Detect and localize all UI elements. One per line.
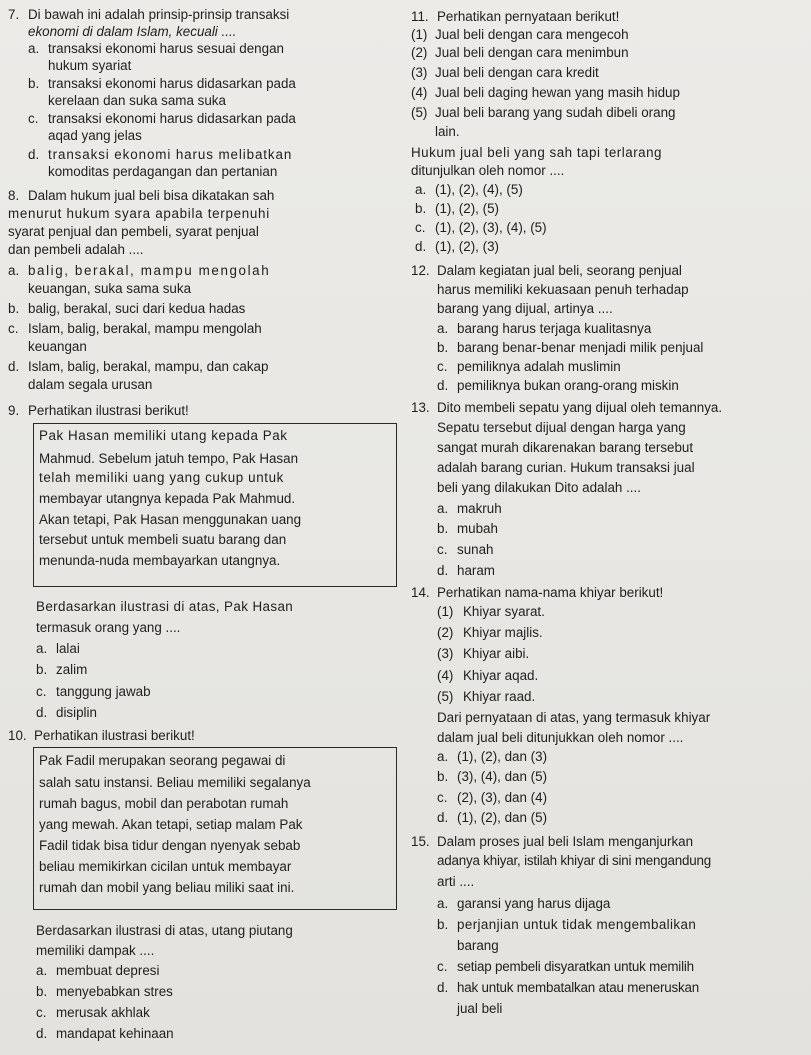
q13-option-key[interactable]: d.	[437, 563, 449, 578]
q10-box-line: yang mewah. Akan tetapi, setiap malam Pak	[39, 817, 303, 832]
q15-option-c[interactable]: setiap pembeli disyaratkan untuk memilih	[457, 959, 694, 974]
q9-option-key[interactable]: c.	[36, 684, 47, 699]
q8-stem-line: dan pembeli adalah ....	[8, 242, 144, 257]
q7-option-d[interactable]: transaksi ekonomi harus melibatkan	[48, 147, 293, 162]
q7-option-a[interactable]: transaksi ekonomi harus sesuai dengan	[48, 41, 284, 56]
q12-option-key[interactable]: c.	[437, 359, 448, 374]
q10-option-key[interactable]: a.	[36, 963, 48, 978]
q10-box-line: salah satu instansi. Beliau memiliki segalanya	[39, 775, 311, 790]
q11-statement-key: (1)	[411, 27, 428, 42]
q8-option-key[interactable]: c.	[8, 321, 19, 336]
q15-option-key[interactable]: b.	[437, 917, 449, 932]
q11-stem-line: Perhatikan pernyataan berikut!	[437, 9, 620, 24]
q15-stem-line: Dalam proses jual beli Islam menganjurkan	[437, 834, 694, 849]
q10-option-a[interactable]: membuat depresi	[56, 963, 160, 978]
q10-option-d[interactable]: mandapat kehinaan	[56, 1026, 174, 1041]
q11-option-key[interactable]: b.	[415, 201, 427, 216]
q15-number: 15.	[411, 834, 430, 849]
q7-option-b[interactable]: transaksi ekonomi harus didasarkan pada	[48, 76, 296, 91]
q9-option-key[interactable]: a.	[36, 641, 48, 656]
q10-box-line: beliau memikirkan cicilan untuk membayar	[39, 859, 292, 874]
q8-option-a[interactable]: balig, berakal, mampu mengolah	[28, 263, 271, 278]
q12-option-key[interactable]: b.	[437, 340, 449, 355]
q13-option-key[interactable]: b.	[437, 521, 449, 536]
q9-option-a[interactable]: lalai	[56, 641, 80, 656]
q7-option-key[interactable]: a.	[28, 41, 40, 56]
q10-after-line: Berdasarkan ilustrasi di atas, utang piutang	[36, 923, 293, 938]
q8-option-c[interactable]: keuangan	[28, 339, 87, 354]
q7-stem-line: Di bawah ini adalah prinsip-prinsip transaksi	[28, 7, 290, 22]
q12-option-b[interactable]: barang benar-benar menjadi milik penjual	[457, 340, 704, 355]
q10-illustration-box	[33, 747, 397, 910]
q14-number: 14.	[411, 585, 430, 600]
q9-after-line: Berdasarkan ilustrasi di atas, Pak Hasan	[36, 599, 294, 614]
q7-option-d[interactable]: komoditas perdagangan dan pertanian	[48, 164, 278, 179]
q8-option-a[interactable]: keuangan, suka sama suka	[28, 281, 192, 296]
q14-statement-key: (1)	[437, 604, 454, 619]
q9-option-d[interactable]: disiplin	[56, 705, 97, 720]
q14-statement-key: (4)	[437, 668, 454, 683]
q7-option-c[interactable]: transaksi ekonomi harus didasarkan pada	[48, 111, 296, 126]
q9-option-b[interactable]: zalim	[56, 662, 88, 677]
q11-after-line: ditunjulkan oleh nomor ....	[411, 163, 565, 178]
q13-number: 13.	[411, 400, 430, 415]
q13-option-key[interactable]: a.	[437, 501, 449, 516]
q10-box-line: Fadil tidak bisa tidur dengan nyenyak sebab	[39, 838, 301, 853]
q14-statement-key: (5)	[437, 689, 454, 704]
q11-statement-key: (3)	[411, 65, 428, 80]
q10-option-key[interactable]: b.	[36, 984, 48, 999]
q11-statement: Jual beli barang yang sudah dibeli orang	[435, 105, 676, 120]
q11-statement: Jual beli daging hewan yang masih hidup	[435, 85, 680, 100]
q14-statement-key: (3)	[437, 646, 454, 661]
q9-box-line: telah memiliki uang yang cukup untuk	[39, 470, 284, 485]
q7-option-a[interactable]: hukum syariat	[48, 58, 132, 73]
q15-option-key[interactable]: a.	[437, 896, 449, 911]
q14-statement: Khiyar majlis.	[463, 625, 543, 640]
q10-option-key[interactable]: c.	[36, 1005, 47, 1020]
q11-option-key[interactable]: d.	[415, 239, 427, 254]
q11-statement: Jual beli dengan cara menimbun	[435, 45, 629, 60]
q8-option-c[interactable]: Islam, balig, berakal, mampu mengolah	[28, 321, 262, 336]
q8-option-d[interactable]: Islam, balig, berakal, mampu, dan cakap	[28, 359, 269, 374]
q10-stem-line: Perhatikan ilustrasi berikut!	[34, 728, 195, 743]
q9-number: 9.	[8, 403, 20, 418]
q8-stem-line: menurut hukum syara apabila terpenuhi	[8, 206, 270, 221]
q12-option-c[interactable]: pemiliknya adalah muslimin	[457, 359, 621, 374]
q13-stem-line: beli yang dilakukan Dito adalah ....	[437, 480, 641, 495]
q7-option-b[interactable]: kerelaan dan suka sama suka	[48, 93, 226, 108]
q14-after-line: Dari pernyataan di atas, yang termasuk khiyar	[437, 710, 711, 725]
q13-option-a[interactable]: makruh	[457, 501, 502, 516]
q9-box-line: Mahmud. Sebelum jatuh tempo, Pak Hasan	[39, 451, 299, 466]
q9-box-line: tersebut untuk membeli suatu barang dan	[39, 532, 287, 547]
q14-option-b[interactable]: (3), (4), dan (5)	[457, 769, 548, 784]
q11-statement-key: (5)	[411, 105, 428, 120]
q7-stem-line: ekonomi di dalam Islam, kecuali ....	[28, 24, 237, 39]
q12-option-key[interactable]: a.	[437, 321, 449, 336]
q15-stem-line: adanya khiyar, istilah khiyar di sini mengandung	[437, 853, 712, 868]
q9-option-key[interactable]: d.	[36, 705, 48, 720]
q15-option-b[interactable]: perjanjian untuk tidak mengembalikan	[457, 917, 697, 932]
q10-after-line: memiliki dampak ....	[36, 943, 155, 958]
q9-option-c[interactable]: tanggung jawab	[56, 684, 151, 699]
q14-option-key[interactable]: d.	[437, 810, 449, 825]
q12-option-a[interactable]: barang harus terjaga kualitasnya	[457, 321, 652, 336]
q11-option-key[interactable]: c.	[415, 220, 426, 235]
q10-box-line: Pak Fadil merupakan seorang pegawai di	[39, 753, 286, 768]
q11-option-b[interactable]: (1), (2), (5)	[435, 201, 499, 216]
q12-option-d[interactable]: pemiliknya bukan orang-orang miskin	[457, 378, 679, 393]
q8-stem-line: Dalam hukum jual beli bisa dikatakan sah	[28, 188, 275, 203]
q14-statement: Khiyar aibi.	[463, 646, 530, 661]
q9-box-line: Akan tetapi, Pak Hasan menggunakan uang	[39, 512, 302, 527]
q11-option-a[interactable]: (1), (2), (4), (5)	[435, 182, 523, 197]
q11-statement-key: (2)	[411, 45, 428, 60]
q15-option-a[interactable]: garansi yang harus dijaga	[457, 896, 611, 911]
q9-box-line: menunda-nuda membayarkan utangnya.	[39, 553, 281, 568]
q12-option-key[interactable]: d.	[437, 378, 449, 393]
q15-option-key[interactable]: d.	[437, 980, 449, 995]
q11-statement-key: (4)	[411, 85, 428, 100]
q8-option-key[interactable]: d.	[8, 359, 20, 374]
q10-option-b[interactable]: menyebabkan stres	[56, 984, 173, 999]
q9-illustration-box	[33, 423, 397, 587]
q14-stem-line: Perhatikan nama-nama khiyar berikut!	[437, 585, 664, 600]
q12-number: 12.	[411, 263, 430, 278]
q14-statement-key: (2)	[437, 625, 454, 640]
q14-statement: Khiyar raad.	[463, 689, 536, 704]
q10-option-c[interactable]: merusak akhlak	[56, 1005, 150, 1020]
q14-option-c[interactable]: (2), (3), dan (4)	[457, 790, 548, 805]
q10-option-key[interactable]: d.	[36, 1026, 48, 1041]
q14-after-line: dalam jual beli ditunjukkan oleh nomor ....	[437, 730, 684, 745]
q9-box-line: membayar utangnya kepada Pak Mahmud.	[39, 491, 296, 506]
q11-statement: Jual beli dengan cara kredit	[435, 65, 599, 80]
q14-option-d[interactable]: (1), (2), dan (5)	[457, 810, 548, 825]
q11-statement: Jual beli dengan cara mengecoh	[435, 27, 629, 42]
q9-option-key[interactable]: b.	[36, 662, 48, 677]
q14-option-a[interactable]: (1), (2), dan (3)	[457, 749, 548, 764]
q14-option-key[interactable]: a.	[437, 749, 449, 764]
q13-option-d[interactable]: haram	[457, 563, 495, 578]
q11-number: 11.	[411, 9, 429, 24]
q7-option-c[interactable]: aqad yang jelas	[48, 128, 142, 143]
q8-option-key[interactable]: a.	[8, 263, 20, 278]
q9-stem-line: Perhatikan ilustrasi berikut!	[28, 403, 189, 418]
q9-box-line: Pak Hasan memiliki utang kepada Pak	[39, 428, 288, 443]
q13-stem-line: sangat murah dikarenakan barang tersebut	[437, 440, 694, 455]
q15-option-d[interactable]: hak untuk membatalkan atau meneruskan	[457, 980, 699, 995]
q11-option-c[interactable]: (1), (2), (3), (4), (5)	[435, 220, 547, 235]
q11-statement: lain.	[435, 124, 460, 139]
q11-after-line: Hukum jual beli yang sah tapi terlarang	[411, 145, 662, 160]
q7-number: 7.	[8, 7, 20, 22]
q14-option-key[interactable]: c.	[437, 790, 448, 805]
q13-stem-line: adalah barang curian. Hukum transaksi jual	[437, 460, 695, 475]
q8-stem-line: syarat penjual dan pembeli, syarat penjual	[8, 224, 259, 239]
q8-number: 8.	[8, 188, 20, 203]
q10-box-line: rumah dan mobil yang beliau miliki saat ini.	[39, 880, 295, 895]
q15-option-b[interactable]: barang	[457, 938, 499, 953]
q15-option-d[interactable]: jual beli	[457, 1001, 503, 1016]
q14-statement: Khiyar aqad.	[463, 668, 539, 683]
q8-option-d[interactable]: dalam segala urusan	[28, 377, 153, 392]
q7-option-key[interactable]: b.	[28, 76, 40, 91]
q7-option-key[interactable]: c.	[28, 111, 39, 126]
q15-stem-line: arti ....	[437, 874, 475, 889]
q8-option-b[interactable]: balig, berakal, suci dari kedua hadas	[28, 301, 246, 316]
q10-box-line: rumah bagus, mobil dan perabotan rumah	[39, 796, 289, 811]
q13-stem-line: Dito membeli sepatu yang dijual oleh temannya.	[437, 400, 723, 415]
q11-option-d[interactable]: (1), (2), (3)	[435, 239, 499, 254]
q7-option-key[interactable]: d.	[28, 147, 40, 162]
q8-option-key[interactable]: b.	[8, 301, 20, 316]
q14-statement: Khiyar syarat.	[463, 604, 545, 619]
q15-option-key[interactable]: c.	[437, 959, 448, 974]
q11-option-key[interactable]: a.	[415, 182, 427, 197]
q12-stem-line: barang yang dijual, artinya ....	[437, 301, 613, 316]
q13-option-b[interactable]: mubah	[457, 521, 498, 536]
q14-option-key[interactable]: b.	[437, 769, 449, 784]
q13-option-key[interactable]: c.	[437, 542, 448, 557]
q12-stem-line: harus memiliki kekuasaan penuh terhadap	[437, 282, 689, 297]
q9-after-line: termasuk orang yang ....	[36, 620, 181, 635]
q13-stem-line: Sepatu tersebut dijual dengan harga yang	[437, 420, 686, 435]
q12-stem-line: Dalam kegiatan jual beli, seorang penjual	[437, 263, 682, 278]
q13-option-c[interactable]: sunah	[457, 542, 494, 557]
q10-number: 10.	[8, 728, 27, 743]
